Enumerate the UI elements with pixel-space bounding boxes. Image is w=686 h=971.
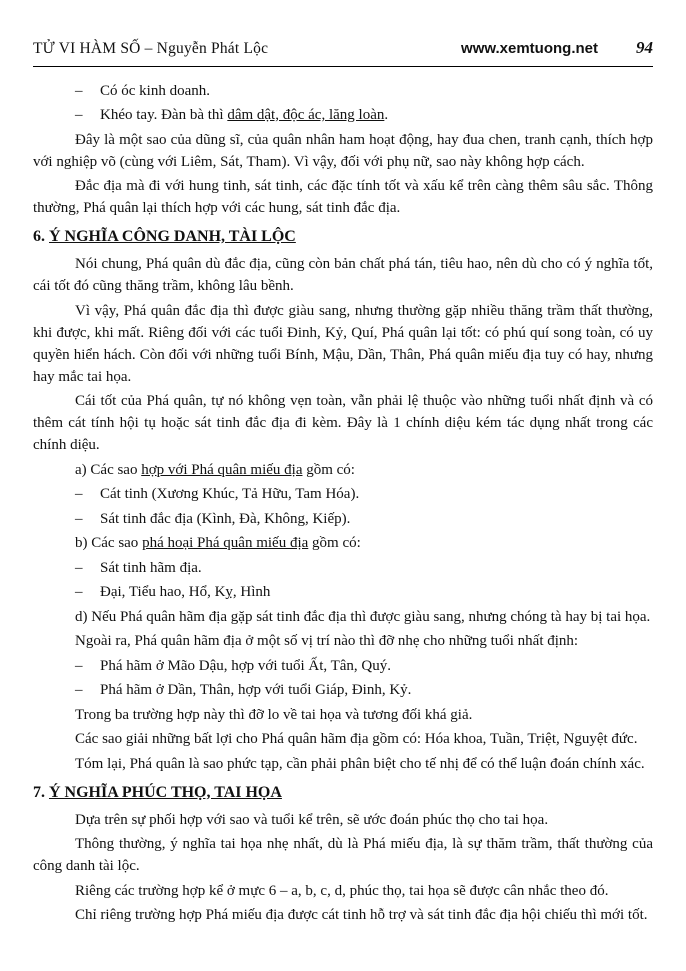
list-item-text [100, 581, 653, 603]
text-run: Nói chung, Phá quân dù đắc địa, cũng còn bản chất phá tán, tiêu hao, nên dù cho có ý nghĩa tốt, cái tốt đó cũng thăng trầm, không lâu bềnh. [33, 256, 653, 294]
text-run: Chỉ riêng trường hợp Phá miếu địa được cát tinh hỗ trợ và sát tinh đắc địa hội chiếu thì mới tốt. [75, 907, 648, 923]
text-run: d) Nếu Phá quân hãm địa gặp sát tinh đắc địa thì được giàu sang, nhưng chóng tà hay bị tai họa. [75, 608, 651, 625]
section-heading [33, 782, 653, 804]
dash-marker: – [75, 657, 83, 674]
text-run: a) Các sao [75, 461, 142, 478]
list-item [75, 679, 653, 701]
dash-marker: – [75, 682, 83, 698]
dash-marker: – [75, 82, 83, 99]
list-item-text [100, 655, 653, 677]
section-title: Ý NGHĨA PHÚC THỌ, TAI HỌA [49, 783, 282, 801]
text-run: Ngoài ra, Phá quân hãm địa ở một số vị trí nào thì đỡ nhẹ cho những tuổi nhất định: [75, 633, 579, 649]
dash-marker: – [75, 584, 83, 600]
text-run: Có óc kinh doanh. [100, 82, 210, 99]
text-run: b) Các sao [75, 535, 143, 551]
text-run: Vì vậy, Phá quân đắc địa thì được giàu sang, nhưng thường gặp nhiều thăng trầm thất thường, khi được, khi mất. Riêng đối với các tuổi Đinh, Kỷ, Quí, Phá quân lại tốt: có phú quí song toàn, có uy quyền hiển hách. Còn đối với những tuổi Bính, Mậu, Dần, Thân, Phá quân miếu địa tuy có hay, nhưng hay mắc tai họa. [33, 302, 653, 385]
page-header [0, 0, 686, 58]
book-title: TỬ VI HÀM SỐ – Nguyễn Phát Lộc [33, 40, 269, 57]
dash-marker: – [75, 510, 83, 527]
list-item-text [100, 80, 653, 102]
list-item [75, 581, 653, 603]
text-run: Trong ba trường hợp này thì đỡ lo về tai họa và tương đối khá giả. [75, 706, 473, 723]
text-run: Đắc địa mà đi với hung tinh, sát tinh, các đặc tính tốt và xấu kể trên càng thêm sâu sắc. Thông thường, Phá quân lại thích hợp với các hung, sát tinh đắc địa. [33, 178, 653, 216]
list-item [75, 655, 653, 677]
paragraph [33, 728, 653, 750]
section-title: Ý NGHĨA CÔNG DANH, TÀI LỘC [49, 228, 296, 245]
text-run: Cát tinh (Xương Khúc, Tả Hữu, Tam Hóa). [100, 486, 360, 502]
lettered-item [33, 532, 653, 554]
paragraph [33, 175, 653, 219]
text-run: . [384, 107, 389, 123]
list-item [75, 557, 653, 579]
underlined-text: phá hoại Phá quân miếu địa [142, 535, 309, 551]
dash-marker: – [75, 486, 83, 502]
paragraph [33, 880, 653, 902]
underlined-text: hợp với Phá quân miếu địa [141, 461, 303, 478]
text-run: Sát tinh hãm địa. [100, 559, 202, 576]
text-run: Thông thường, ý nghĩa tai họa nhẹ nhất, dù là Phá miếu địa, là sự thăm trầm, thất thường của công danh tài lộc. [33, 836, 653, 874]
lettered-item [33, 459, 653, 481]
list-item [75, 483, 653, 505]
list-item [75, 80, 653, 102]
text-run: Khéo tay. Đàn bà thì [100, 107, 228, 123]
list-item-text [100, 483, 653, 505]
paragraph [33, 809, 653, 831]
section-number: 6. [33, 228, 49, 245]
paragraph [33, 253, 653, 297]
list-item [75, 104, 653, 126]
list-item-text [100, 679, 653, 701]
list-item-text [100, 104, 653, 126]
dash-marker: – [75, 107, 83, 123]
text-run: Các sao giải những bất lợi cho Phá quân hãm địa gồm có: Hóa khoa, Tuần, Triệt, Nguyệt đức. [75, 731, 638, 747]
paragraph [33, 390, 653, 456]
paragraph [33, 630, 653, 652]
text-run: Cái tốt của Phá quân, tự nó không vẹn toàn, vẫn phải lệ thuộc vào những tuổi nhất định và có thêm cát tính hội tụ hoặc sát tinh đắc địa đi kèm. Đây là 1 chính diệu kém tác dụng nhất trong các chính diệu. [33, 393, 653, 453]
paragraph [33, 300, 653, 388]
paragraph [33, 833, 653, 877]
lettered-item [33, 606, 653, 628]
dash-marker: – [75, 559, 83, 576]
paragraph [33, 904, 653, 926]
list-item-text [100, 508, 653, 530]
underlined-text: dâm dật, độc ác, lăng loàn [227, 107, 385, 123]
text-run: Phá hãm ở Dần, Thân, hợp với tuổi Giáp, Đinh, Kỷ. [100, 682, 412, 698]
section-number: 7. [33, 783, 49, 801]
list-item [75, 508, 653, 530]
text-run: Đây là một sao của dũng sĩ, của quân nhân ham hoạt động, hay đua chen, tranh cạnh, thích hợp với nghiệp võ (cùng với Liêm, Sát, Tham). Vì vậy, đối với phụ nữ, sao này không hợp cách. [33, 131, 653, 170]
section-heading [33, 226, 653, 248]
paragraph [33, 753, 653, 775]
text-run: Dựa trên sự phối hợp với sao và tuổi kể trên, sẽ ước đoán phúc thọ cho tai họa. [75, 811, 549, 828]
text-run: Riêng các trường hợp kể ở mực 6 – a, b, c, d, phúc thọ, tai họa sẽ được cân nhắc theo đó. [75, 882, 609, 899]
paragraph [33, 704, 653, 726]
website-url: www.xemtuong.net [461, 40, 598, 57]
text-run: gồm có: [308, 535, 361, 551]
text-run: Tóm lại, Phá quân là sao phức tạp, cần phải phân biệt cho tế nhị để có thể luận đoán chính xác. [75, 755, 645, 772]
page-number: 94 [636, 38, 653, 57]
text-run: gồm có: [302, 461, 355, 478]
list-item-text [100, 557, 653, 579]
text-run: Phá hãm ở Mão Dậu, hợp với tuổi Ất, Tân, Quý. [100, 657, 391, 674]
text-run: Đại, Tiểu hao, Hổ, Kỵ, Hình [100, 584, 271, 600]
text-run: Sát tinh đắc địa (Kình, Đà, Không, Kiếp). [100, 510, 351, 527]
paragraph [33, 129, 653, 173]
document-body [0, 67, 686, 926]
